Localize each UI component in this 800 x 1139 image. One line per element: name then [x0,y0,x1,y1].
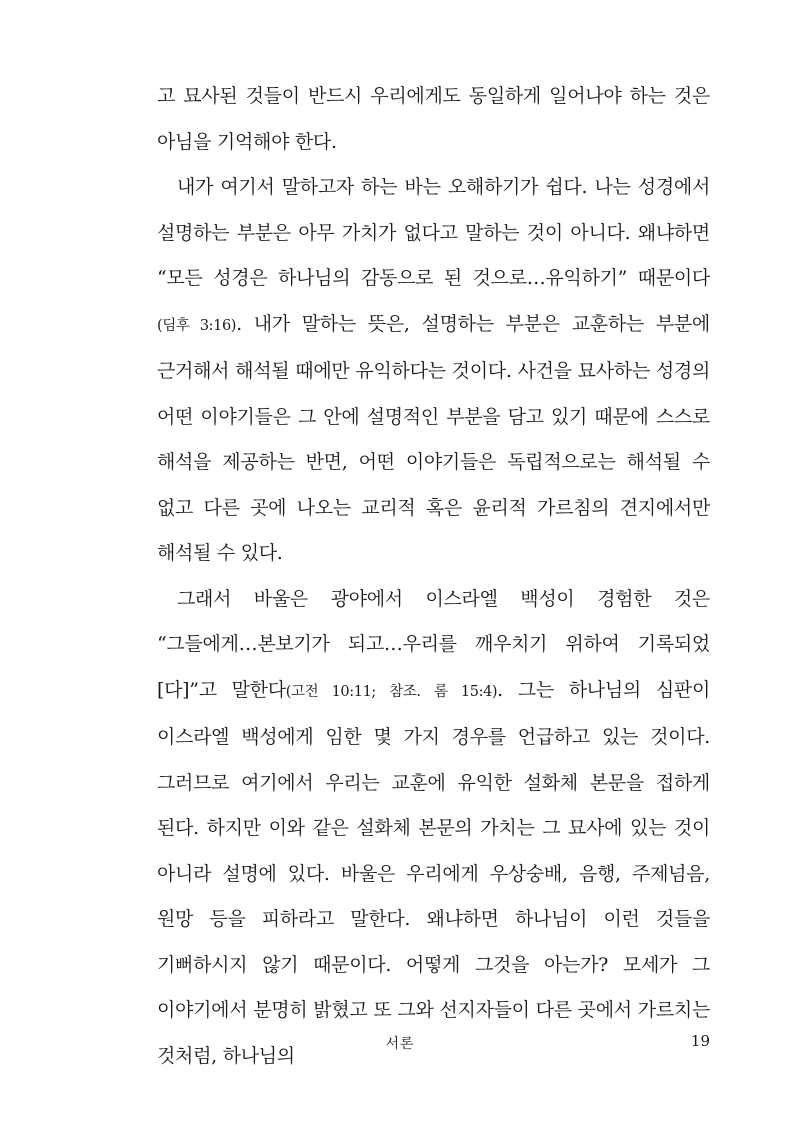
paragraph-3 [157,577,710,1080]
emphasis-not: 아니다 [570,221,625,244]
paragraph-2-text-3: . 내가 말하는 [236,312,368,335]
scripture-reference-2tim: (딤후 3:16) [157,317,237,334]
paragraph-2 [157,165,710,577]
paragraph-2-text-1: 내가 여기서 말하고자 하는 바는 오해하기가 쉽다. 나는 성경에서 설명하는 부분은 아무 가치가 없다고 말하는 것이 [157,176,710,244]
paragraph-2-text-4: , 설명하는 부분은 교훈하는 부분에 근거해서 해석될 때에만 유익하다는 것이다. 사건을 묘사하는 성경의 어떤 이야기들은 그 안에 설명적인 부분을 담고 있기 때문에 스스로 해석을 제공하는 반면, 어떤 이야기들은 독립적으로는 해석될 수 없고 다른 곳에 나오는 교리적 혹은 윤리적 가르침의 견지에서만 해석될 수 있다. [157,312,710,564]
paragraph-2-text-2: . 왜냐하면 “모든 성경은 하나님의 감동으로 된 것으로…유익하기” 때문이다 [157,221,710,289]
paragraph-3-text-2: . 그는 하나님의 심판이 이스라엘 백성에게 임한 몇 가지 경우를 언급하고 있는 것이다. 그러므로 여기에서 우리는 교훈에 유익한 설화체 본문을 접하게 된다. 하지만 이와 같은 설화체 본문의 가치는 그 묘사에 있는 것이 아니라 설명에 있다. 바울은 우리에게 우상숭배, 음행, 주제넘음, 원망 등을 피하라고 말한다. 왜냐하면 하나님이 이런 것들을 기뻐하시지 않기 때문이다. 어떻게 그것을 아는가? 모세가 그 이야기에서 분명히 밝혔고 또 그와 선지자들이 다른 곳에서 가르치는 것처럼, 하나님의 [157,678,710,1067]
running-footer-title: 서론 [385,1036,415,1052]
scripture-reference-1cor: (고전 10:11; 참조. 롬 15:4) [285,683,498,700]
page-body [157,74,710,1079]
paragraph-3-text-1: 그래서 바울은 광야에서 이스라엘 백성이 경험한 것은 “그들에게…본보기가 되고…우리를 깨우치기 위하여 기록되었[다]”고 말한다 [157,587,710,701]
page-number: 19 [690,1032,710,1050]
paragraph-1 [157,74,710,165]
emphasis-meaning: 뜻은 [367,312,404,335]
paragraph-1-text: 고 묘사된 것들이 반드시 우리에게도 동일하게 일어나야 하는 것은 아님을 기억해야 한다. [157,85,710,153]
